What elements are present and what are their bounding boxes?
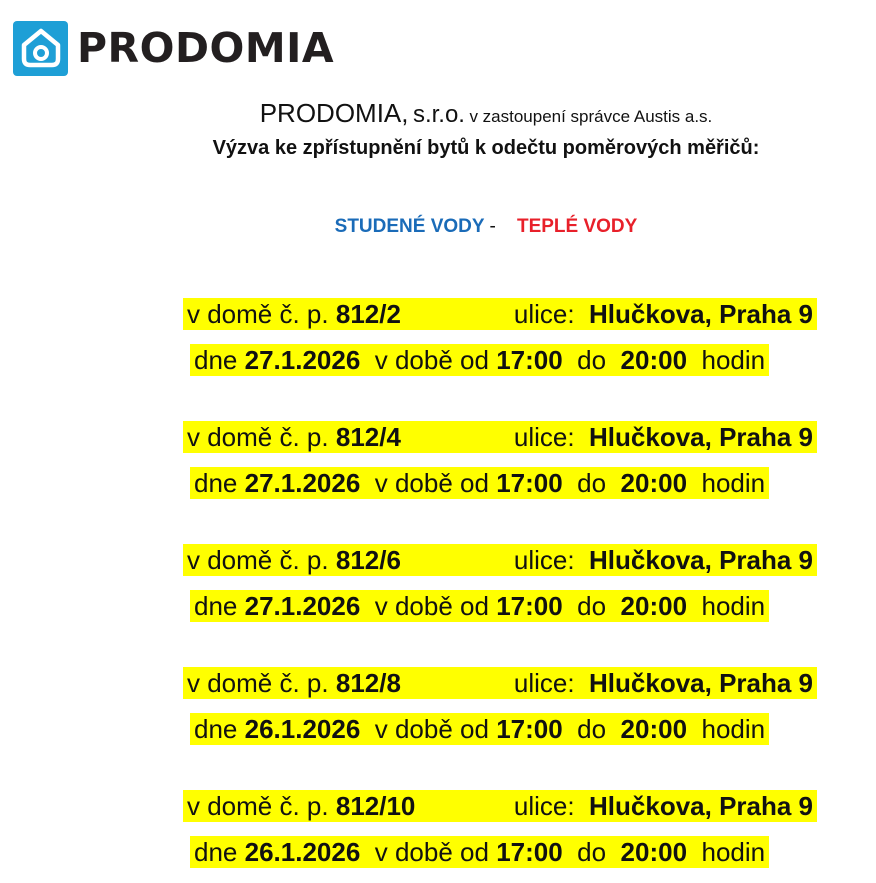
time-mid: do [577,468,607,498]
house-number: 812/10 [335,791,416,821]
street-name: Hlučkova, Praha 9 [589,791,814,821]
hot-water-label: TEPLÉ VODY [516,216,638,237]
company-suffix: s.r.o. [412,101,465,128]
logo-text: PRODOMIA [77,23,335,72]
time-mid: do [577,837,607,867]
house-address-row [183,421,817,453]
time-from: 17:00 [496,345,563,375]
street-prefix: ulice: [513,545,575,575]
time-mid: do [577,591,607,621]
prodomia-logo [13,20,334,76]
time-to: 20:00 [620,345,688,375]
house-prefix: v domě č. p. [187,668,329,698]
time-suffix: hodin [701,837,766,867]
appointment-date: 27.1.2026 [244,345,361,375]
time-prefix: v době od [374,837,489,867]
time-from: 17:00 [496,714,563,744]
representation-text: v zastoupení správce Austis a.s. [469,107,713,126]
street-prefix: ulice: [513,668,575,698]
water-separator: - [489,216,496,237]
appointment-date: 27.1.2026 [244,591,361,621]
house-address-row [183,790,817,822]
appointment-date: 27.1.2026 [244,468,361,498]
time-from: 17:00 [496,591,563,621]
street-name: Hlučkova, Praha 9 [589,545,814,575]
date-prefix: dne [194,345,238,375]
time-prefix: v době od [374,714,489,744]
date-prefix: dne [194,468,238,498]
appointment-time-row [190,344,769,376]
house-prefix: v domě č. p. [187,791,329,821]
time-to: 20:00 [620,591,688,621]
company-name: PRODOMIA, [259,98,409,128]
time-suffix: hodin [701,591,766,621]
time-suffix: hodin [701,468,766,498]
street-name: Hlučkova, Praha 9 [589,668,814,698]
house-address-row [183,298,817,330]
time-to: 20:00 [620,837,688,867]
house-number: 812/4 [335,422,401,452]
appointment-time-row [190,836,769,868]
time-prefix: v době od [374,345,489,375]
house-prefix: v domě č. p. [187,299,329,329]
time-suffix: hodin [701,345,766,375]
time-to: 20:00 [620,714,688,744]
date-prefix: dne [194,591,238,621]
time-mid: do [577,714,607,744]
street-prefix: ulice: [513,791,575,821]
appointment-time-row [190,467,769,499]
time-from: 17:00 [496,468,563,498]
street-name: Hlučkova, Praha 9 [589,422,814,452]
time-mid: do [577,345,607,375]
street-name: Hlučkova, Praha 9 [589,299,814,329]
house-prefix: v domě č. p. [187,545,329,575]
time-prefix: v době od [374,591,489,621]
street-prefix: ulice: [513,299,575,329]
date-prefix: dne [194,837,238,867]
time-suffix: hodin [701,714,766,744]
house-prefix: v domě č. p. [187,422,329,452]
house-number: 812/8 [335,668,401,698]
company-line [0,100,876,127]
appointment-time-row [190,590,769,622]
appointment-date: 26.1.2026 [244,714,361,744]
time-to: 20:00 [620,468,688,498]
date-prefix: dne [194,714,238,744]
house-address-row [183,667,817,699]
time-prefix: v době od [374,468,489,498]
house-address-row [183,544,817,576]
cold-water-label: STUDENÉ VODY [334,216,485,237]
house-number: 812/6 [335,545,401,575]
street-prefix: ulice: [513,422,575,452]
house-icon [13,21,68,76]
time-from: 17:00 [496,837,563,867]
water-types [0,216,876,238]
appointment-time-row [190,713,769,745]
page-title: Výzva ke zpřístupnění bytů k odečtu poměrových měřičů: [212,137,760,159]
house-number: 812/2 [335,299,401,329]
appointment-date: 26.1.2026 [244,837,361,867]
